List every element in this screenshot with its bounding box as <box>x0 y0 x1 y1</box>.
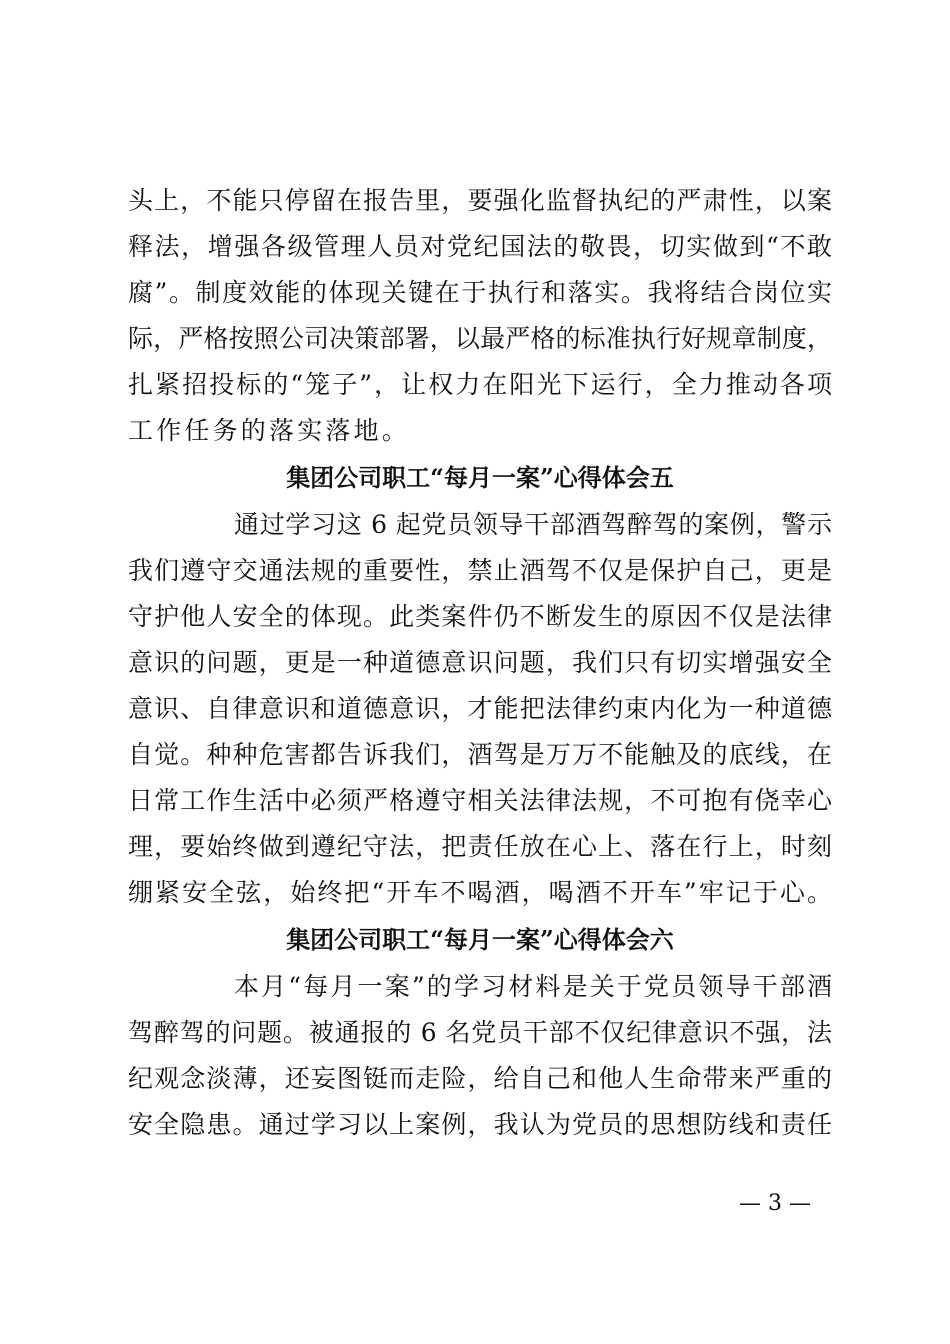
paragraph-line: 工作任务的落实落地。 <box>128 416 411 445</box>
paragraph-line: 自觉。种种危害都告诉我们，酒驾是万万不能触及的底线，在 <box>128 740 832 769</box>
paragraph-line: 守护他人安全的体现。此类案件仍不断发生的原因不仅是法律 <box>128 602 832 631</box>
paragraph-line: 本月“每月一案”的学习材料是关于党员领导干部酒 <box>234 972 832 1001</box>
paragraph-line: 意识的问题，更是一种道德意识问题，我们只有切实增强安全 <box>128 648 832 677</box>
paragraph-line: 我们遵守交通法规的重要性，禁止酒驾不仅是保护自己，更是 <box>128 556 832 585</box>
paragraph-line: 意识、自律意识和道德意识，才能把法律约束内化为一种道德 <box>128 694 832 723</box>
section-heading-5: 集团公司职工“每月一案”心得体会五 <box>286 463 674 492</box>
paragraph-line: 日常工作生活中必须严格遵守相关法律法规，不可抱有侥幸心 <box>128 786 832 815</box>
paragraph-line: 理，要始终做到遵纪守法，把责任放在心上、落在行上，时刻 <box>128 832 832 861</box>
paragraph-line: 绷紧安全弦，始终把“开车不喝酒，喝酒不开车”牢记于心。 <box>128 878 832 907</box>
paragraph-line: 安全隐患。通过学习以上案例，我认为党员的思想防线和责任 <box>128 1110 832 1139</box>
paragraph-line: 纪观念淡薄，还妄图铤而走险，给自己和他人生命带来严重的 <box>128 1064 832 1093</box>
paragraph-line: 际，严格按照公司决策部署，以最严格的标准执行好规章制度， <box>128 324 832 353</box>
page-number: — 3 — <box>739 1191 811 1216</box>
paragraph-line: 腐”。制度效能的体现关键在于执行和落实。我将结合岗位实 <box>128 278 832 307</box>
section-heading-6: 集团公司职工“每月一案”心得体会六 <box>286 925 674 954</box>
paragraph-line: 驾醉驾的问题。被通报的 6 名党员干部不仅纪律意识不强，法 <box>128 1018 832 1047</box>
paragraph-line: 通过学习这 6 起党员领导干部酒驾醉驾的案例，警示 <box>234 510 832 539</box>
paragraph-line: 释法，增强各级管理人员对党纪国法的敬畏，切实做到“不敢 <box>128 232 832 261</box>
paragraph-line: 扎紧招投标的“笼子”，让权力在阳光下运行，全力推动各项 <box>128 370 832 399</box>
paragraph-line: 头上，不能只停留在报告里，要强化监督执纪的严肃性，以案 <box>128 186 832 215</box>
